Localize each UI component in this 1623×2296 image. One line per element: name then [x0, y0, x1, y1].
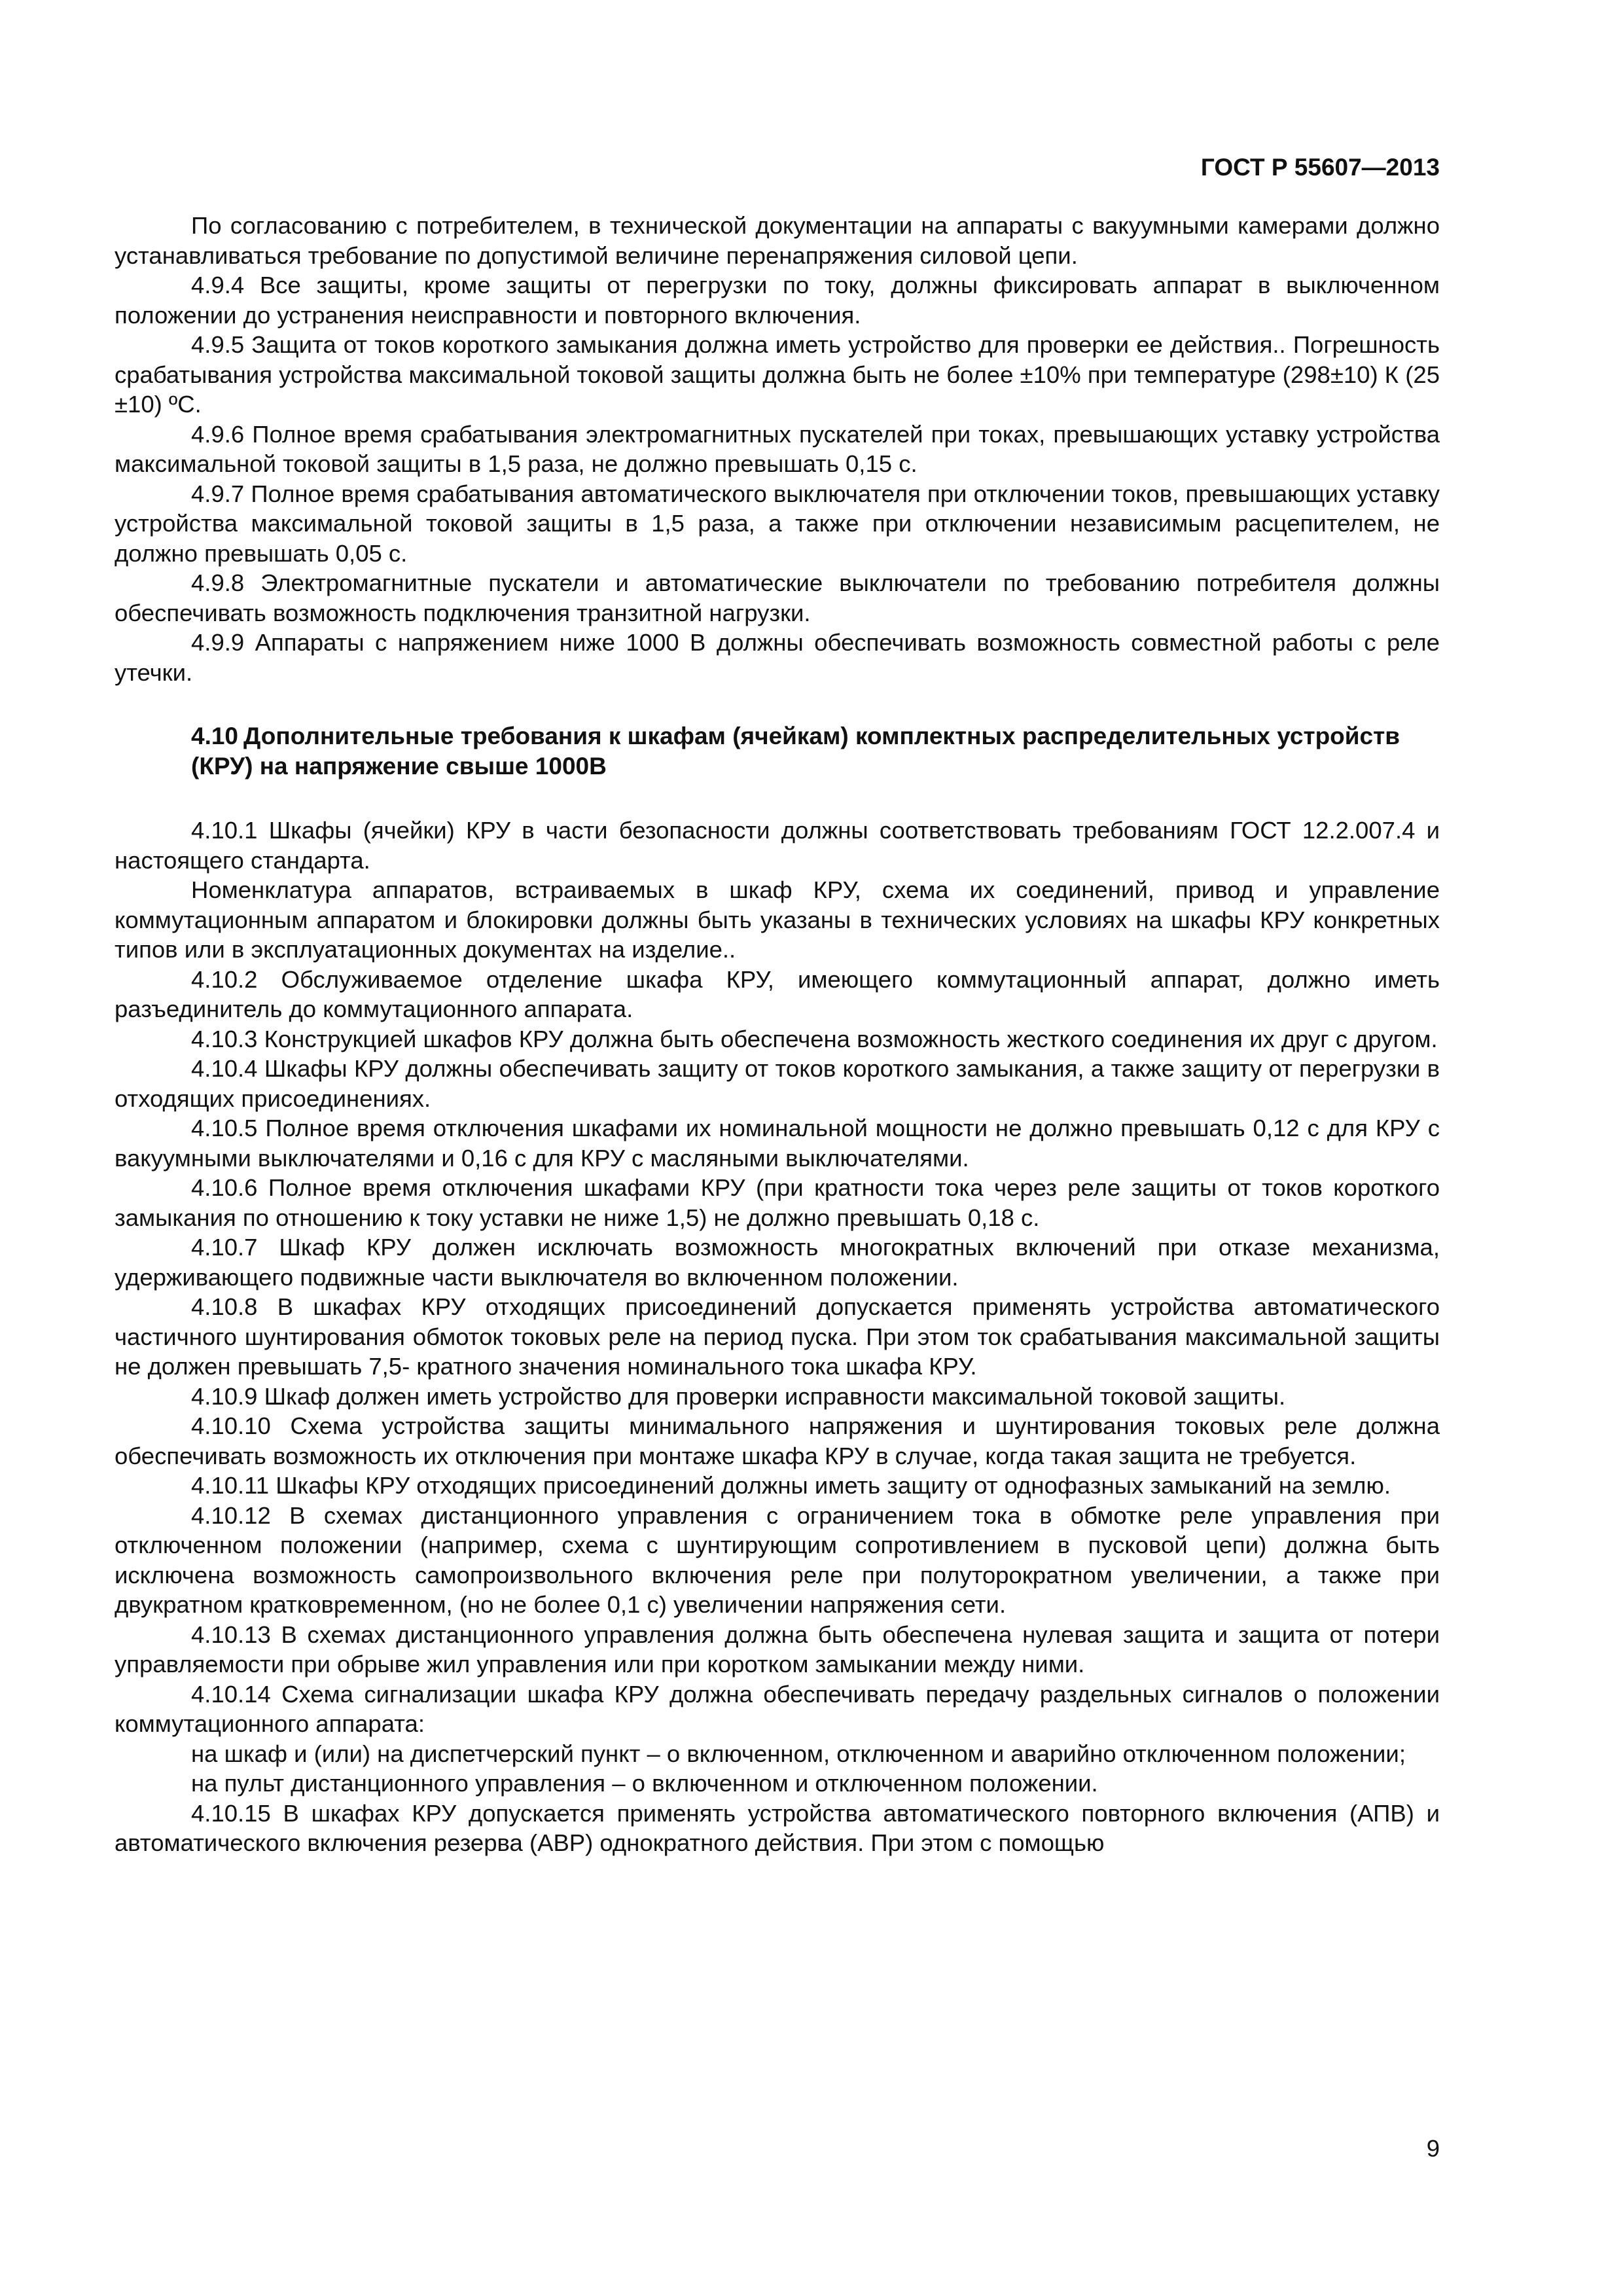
paragraph: 4.9.8 Электромагнитные пускатели и автоматические выключатели по требованию потребителя должны обеспечивать возможность подключения транзитной нагрузки. [115, 569, 1440, 626]
paragraph: По согласованию с потребителем, в технической документации на аппараты с вакуумными камерами должно устанавливаться требование по допустимой величине перенапряжения силовой цепи. [115, 212, 1440, 269]
paragraph: 4.10.8 В шкафах КРУ отходящих присоединений допускается применять устройства автоматического частичного шунтирования обмоток токовых реле на период пуска. При этом ток срабатывания максимальной защиты не должен превышать 7,5- кратного значения номинального тока шкафа КРУ. [115, 1293, 1440, 1380]
paragraph: 4.10.12 В схемах дистанционного управления с ограничением тока в обмотке реле управления при отключенном положении (например, схема с шунтирующим сопротивлением в пусковой цепи) должна быть исключена возможность самопроизвольного включения реле при полуторократном увеличении, а также при двукратном кратковременном, (но не более 0,1 с) увеличении напряжения сети. [115, 1501, 1440, 1618]
paragraphs-block-4-10 [115, 816, 1440, 1858]
paragraph: 4.10.5 Полное время отключения шкафами их номинальной мощности не должно превышать 0,12 с для КРУ с вакуумными выключателями и 0,16 с для КРУ с масляными выключателями. [115, 1115, 1440, 1172]
paragraph: 4.10.7 Шкаф КРУ должен исключать возможность многократных включений при отказе механизма, удерживающего подвижные части выключателя во включенном положении. [115, 1234, 1440, 1291]
paragraph: 4.9.5 Защита от токов короткого замыкания должна иметь устройство для проверки ее действия.. Погрешность срабатывания устройства максимальной токовой защиты должна быть не более ±10% при температуре (298±10) К (25 ±10) ºС. [115, 331, 1440, 418]
paragraphs-block-4-9 [115, 211, 1440, 687]
paragraph: Номенклатура аппаратов, встраиваемых в шкаф КРУ, схема их соединений, привод и управление коммутационным аппаратом и блокировки должны быть указаны в технических условиях на шкафы КРУ конкретных типов или в эксплуатационных документах на изделие.. [115, 876, 1440, 963]
paragraph: 4.9.6 Полное время срабатывания электромагнитных пускателей при токах, превышающих уставку устройства максимальной токовой защиты в 1,5 раза, не должно превышать 0,15 с. [115, 420, 1440, 477]
paragraph: 4.10.13 В схемах дистанционного управления должна быть обеспечена нулевая защита и защита от потери управляемости при обрыве жил управления или при коротком замыкании между ними. [115, 1621, 1440, 1677]
paragraph: 4.10.9 Шкаф должен иметь устройство для проверки исправности максимальной токовой защиты. [191, 1382, 1286, 1410]
section-heading [115, 721, 1440, 781]
paragraph: 4.9.4 Все защиты, кроме защиты от перегрузки по току, должны фиксировать аппарат в выключенном положении до устранения неисправности и повторного включения. [115, 272, 1440, 329]
document-header [115, 152, 1440, 183]
document-body [115, 211, 1440, 1858]
paragraph: 4.10.15 В шкафах КРУ допускается применять устройства автоматического повторного включения (АПВ) и автоматического включения резерва (АВР) однократного действия. При этом с помощью [115, 1799, 1440, 1856]
section-number: 4.10 [191, 723, 239, 749]
paragraph: 4.9.7 Полное время срабатывания автоматического выключателя при отключении токов, превышающих уставку устройства максимальной токовой защиты в 1,5 раза, а также при отключении независимым расцепителем, не должно превышать 0,05 с. [115, 480, 1440, 567]
page-footer [115, 2134, 1440, 2164]
paragraph: 4.10.3 Конструкцией шкафов КРУ должна быть обеспечена возможность жесткого соединения их друг с другом. [191, 1025, 1438, 1052]
paragraph: 4.10.10 Схема устройства защиты минимального напряжения и шунтирования токовых реле должна обеспечивать возможность их отключения при монтаже шкафа КРУ в случае, когда такая защита не требуется. [115, 1412, 1440, 1469]
list-item: на шкаф и (или) на диспетчерский пункт – о включенном, отключенном и аварийно отключенном положении; [191, 1740, 1406, 1767]
paragraph: 4.9.9 Аппараты с напряжением ниже 1000 В должны обеспечивать возможность совместной работы с реле утечки. [115, 629, 1440, 686]
standard-designation: ГОСТ Р 55607—2013 [1200, 154, 1440, 181]
paragraph: 4.10.4 Шкафы КРУ должны обеспечивать защиту от токов короткого замыкания, а также защиту от перегрузки в отходящих присоединениях. [115, 1055, 1440, 1112]
section-title: Дополнительные требования к шкафам (ячейкам) комплектных распределительных устройств (КРУ) на напряжение свыше 1000В [191, 723, 1400, 780]
paragraph: 4.10.1 Шкафы (ячейки) КРУ в части безопасности должны соответствовать требованиям ГОСТ 12.2.007.4 и настоящего стандарта. [115, 817, 1440, 874]
list-item: на пульт дистанционного управления – о включенном и отключенном положении. [191, 1770, 1098, 1797]
paragraph: 4.10.2 Обслуживаемое отделение шкафа КРУ, имеющего коммутационный аппарат, должно иметь разъединитель до коммутационного аппарата. [115, 965, 1440, 1022]
page-number: 9 [1426, 2135, 1440, 2162]
paragraph: 4.10.14 Схема сигнализации шкафа КРУ должна обеспечивать передачу раздельных сигналов о положении коммутационного аппарата: [115, 1680, 1440, 1737]
paragraph: 4.10.11 Шкафы КРУ отходящих присоединений должны иметь защиту от однофазных замыканий на землю. [191, 1472, 1391, 1499]
paragraph: 4.10.6 Полное время отключения шкафами КРУ (при кратности тока через реле защиты от токов короткого замыкания по отношению к току уставки не ниже 1,5) не должно превышать 0,18 с. [115, 1174, 1440, 1231]
